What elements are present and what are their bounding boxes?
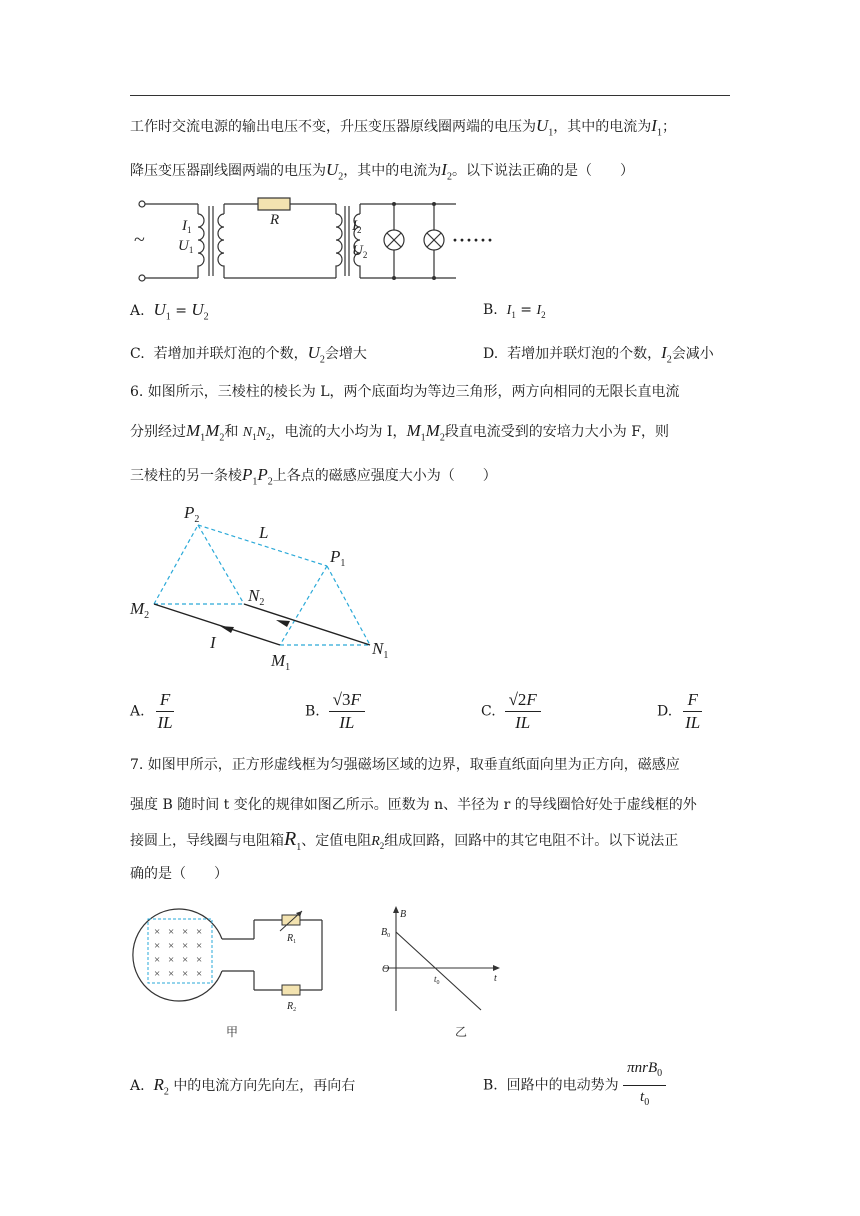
- q7-stem-line4: 确的是（ ）: [130, 866, 228, 882]
- q6-stem-line1: 6. 如图所示，三棱柱的棱长为 L，两个底面均为等边三角形，两方向相同的无限长直电流: [130, 384, 680, 400]
- field-cross-mark: ×: [168, 968, 175, 980]
- svg-text:M1: $M_1$: [271, 651, 291, 673]
- svg-text:t0: $t_0$: [434, 974, 440, 986]
- svg-text:B0: $B_0$: [381, 927, 391, 939]
- svg-text:O: O: [382, 964, 390, 975]
- q7-stem-line2: 强度 B 随时间 t 变化的规律如图乙所示。匝数为 n、半径为 r 的导线圈恰好处于虚线框的外: [130, 797, 697, 813]
- q5-option-d[interactable]: D. 若增加并联灯泡的个数，$I_2$会减小: [483, 343, 714, 366]
- field-cross-mark: ×: [196, 968, 203, 980]
- svg-text:······: ······: [452, 230, 495, 250]
- field-cross-mark: ×: [182, 926, 189, 938]
- field-cross-mark: ×: [182, 954, 189, 966]
- q5-transformer-diagram: [130, 192, 530, 292]
- q6-option-d[interactable]: D. $\frac{F}{IL}$: [657, 690, 701, 732]
- field-cross-mark: ×: [154, 926, 161, 938]
- svg-text:I: I: [210, 633, 216, 652]
- svg-text:M2: $M_2$: [130, 599, 150, 621]
- q7-option-b[interactable]: B. 回路中的电动势为 $\frac{\pi nrB_0}{t_0}$: [483, 1058, 666, 1113]
- svg-text:N1: $N_1$: [372, 639, 389, 661]
- q7-b-t-graph: [378, 905, 508, 1045]
- q5-stem-line2: 降压变压器副线圈两端的电压为$U_2$，其中的电流为$I_2$。以下说法正确的是（ ）: [130, 160, 634, 183]
- svg-text:R: R: [270, 212, 280, 228]
- q7-stem-line1: 7. 如图甲所示，正方形虚线框为匀强磁场区域的边界，取垂直纸面向里为正方向，磁感应: [130, 757, 680, 773]
- field-cross-mark: ×: [168, 940, 175, 952]
- svg-text:R2: $R_2$: [287, 1001, 297, 1013]
- q5-option-a[interactable]: A. $U_1 = U_2$: [130, 300, 209, 323]
- field-cross-mark: ×: [182, 968, 189, 980]
- q6-prism-diagram: [128, 498, 408, 678]
- field-cross-mark: ×: [196, 926, 203, 938]
- q7-coil-circuit-diagram: [130, 905, 330, 1045]
- svg-text:N2: $N_2$: [248, 586, 265, 608]
- q6-stem-line2: 分别经过$M_1M_2$和 $N_1N_2$，电流的大小均为 I，$M_1M_2$段直电流受到的安培力大小为 F，则: [130, 421, 669, 444]
- field-cross-mark: ×: [196, 954, 203, 966]
- fig-yi-label: 乙: [455, 1025, 468, 1039]
- q5-option-b[interactable]: B. $I_1 = I_2$: [483, 302, 546, 320]
- ac-source-symbol: ~: [134, 229, 145, 251]
- q6-option-c[interactable]: C. $\frac{√2F}{IL}$: [481, 690, 541, 733]
- svg-text:B: B: [400, 909, 407, 920]
- q6-option-b[interactable]: B. $\frac{√3F}{IL}$: [305, 690, 365, 733]
- q6-stem-line3: 三棱柱的另一条棱$P_1P_2$上各点的磁感应强度大小为（ ）: [130, 465, 497, 488]
- svg-text:U2: $U_2$: [352, 243, 368, 260]
- fig-jia-label: 甲: [226, 1025, 239, 1039]
- field-cross-mark: ×: [168, 954, 175, 966]
- svg-text:P1: $P_1$: [330, 547, 346, 569]
- field-cross-mark: ×: [182, 940, 189, 952]
- header-rule: [130, 95, 730, 96]
- svg-text:L: L: [259, 523, 269, 542]
- q5-stem-line1: 工作时交流电源的输出电压不变，升压变压器原线圈两端的电压为$U_1$，其中的电流为$I_1$；: [130, 116, 676, 139]
- q5-option-c[interactable]: C. 若增加并联灯泡的个数，$U_2$会增大: [130, 343, 367, 366]
- svg-text:U1: $U_1$: [178, 238, 194, 255]
- q7-stem-line3: 接圆上，导线圈与电阻箱$R_1$、定值电阻$R_2$组成回路，回路中的其它电阻不计。以下说法正: [130, 828, 679, 853]
- field-cross-mark: ×: [168, 926, 175, 938]
- svg-text:I2: $I_2$: [352, 218, 362, 235]
- q7-option-a[interactable]: A. $R_2$ 中的电流方向先向左，再向右: [130, 1075, 356, 1098]
- svg-text:I1: $I_1$: [182, 218, 192, 235]
- field-cross-mark: ×: [154, 954, 161, 966]
- q6-option-a[interactable]: A. $\frac{F}{IL}$: [130, 690, 173, 732]
- svg-text:R1: $R_1$: [287, 933, 297, 945]
- svg-text:P2: $P_2$: [184, 503, 200, 525]
- svg-text:t: t: [494, 973, 497, 984]
- field-cross-mark: ×: [196, 940, 203, 952]
- field-cross-mark: ×: [154, 940, 161, 952]
- field-cross-mark: ×: [154, 968, 161, 980]
